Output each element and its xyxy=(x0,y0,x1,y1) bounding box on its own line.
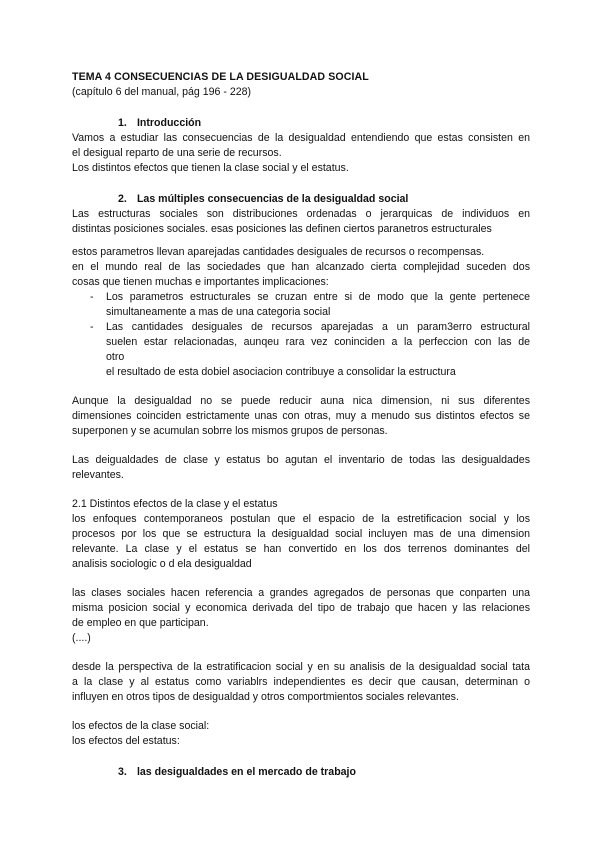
section-1-heading: 1. Introducción xyxy=(118,117,202,129)
list-continuation: el resultado de esta dobiel asociacion contribuye a consolidar la estructura xyxy=(106,366,456,378)
paragraph-line: a la clase y al estatus como variablrs independientes es decir que causan, determinan o xyxy=(72,676,530,688)
efectos-clase-label: los efectos de la clase social: xyxy=(72,720,210,732)
efectos-estatus-label: los efectos del estatus: xyxy=(72,735,180,747)
paragraph-line: misma posicion social y economica derivada del tipo de trabajo que hacen y las relaciones xyxy=(72,602,530,614)
paragraph-line: Las deigualdades de clase y estatus bo agutan el inventario de todas las desigualdades xyxy=(72,454,530,466)
paragraph-line: estos parametros llevan aparejadas cantidades desiguales de recursos o recompensas. xyxy=(72,246,485,258)
paragraph-line: dimensiones coinciden estrictamente unas con otras, muy a menudo sus distintos efectos se xyxy=(72,410,530,422)
document-subtitle: (capítulo 6 del manual, pág 196 - 228) xyxy=(72,86,252,98)
intro-line: Vamos a estudiar las consecuencias de la desigualdad entendiendo que estas consisten en xyxy=(72,132,530,144)
paragraph-line: relevante. La clase y el estatus se han convertido en los dos terrenos dominantes del xyxy=(72,543,530,555)
paragraph-line: Aunque la desigualdad no se puede reducir auna nica dimension, ni sus diferentes xyxy=(72,395,530,407)
paragraph-line: influyen en otros tipos de desigualdad y otros comportmientos sociales relevantes. xyxy=(72,691,459,703)
section-3-heading: 3. las desigualdades en el mercado de trabajo xyxy=(118,766,356,778)
document-title: TEMA 4 CONSECUENCIAS DE LA DESIGUALDAD SOCIAL xyxy=(72,71,369,83)
subsection-heading: 2.1 Distintos efectos de la clase y el estatus xyxy=(72,498,278,510)
paragraph-line: procesos por los que se estructura la desigualdad social incluyen mas de una dimension xyxy=(72,528,530,540)
paragraph-line: relevantes. xyxy=(72,469,124,481)
paragraph-line: Las estructuras sociales son distribuciones ordenadas o jerarquicas de individuos en xyxy=(72,208,530,220)
section-2-heading: 2. Las múltiples consecuencias de la desigualdad social xyxy=(118,193,409,205)
ellipsis: (....) xyxy=(72,632,91,644)
intro-line: Los distintos efectos que tienen la clase social y el estatus. xyxy=(72,162,349,174)
document-page xyxy=(72,70,530,780)
paragraph-line: distintas posiciones sociales. esas posiciones las definen ciertos paranetros estructurales xyxy=(72,223,492,235)
paragraph-line: desde la perspectiva de la estratificacion social y en su analisis de la desigualdad social tata xyxy=(72,661,530,673)
paragraph-line: de empleo en que participan. xyxy=(72,617,209,629)
paragraph-line: superponen y se acumulan sobrre los mismos grupos de personas. xyxy=(72,425,388,437)
paragraph-line: en el mundo real de las sociedades que han alcanzado cierta complejidad suceden dos xyxy=(72,261,530,273)
paragraph-line: los enfoques contemporaneos postulan que el espacio de la estretificacion social y los xyxy=(72,513,530,525)
list-item: - Las cantidades desiguales de recursos aparejadas a un param3erro estructural suelen estar relacionadas, aunqeu rara vez coninciden a la perfeccion con las de otro xyxy=(72,320,530,365)
list-item: - Los parametros estructurales se cruzan entre si de modo que la gente pertenece simultaneamente a mas de una categoria social xyxy=(72,290,530,320)
implications-list xyxy=(72,290,530,365)
paragraph-line: cosas que tienen muchas e importantes implicaciones: xyxy=(72,276,329,288)
paragraph-line: analisis sociologic o d ela desigualdad xyxy=(72,558,252,570)
paragraph-line: las clases sociales hacen referencia a grandes agregados de personas que conparten una xyxy=(72,587,530,599)
intro-line: el desigual reparto de una serie de recursos. xyxy=(72,147,282,159)
